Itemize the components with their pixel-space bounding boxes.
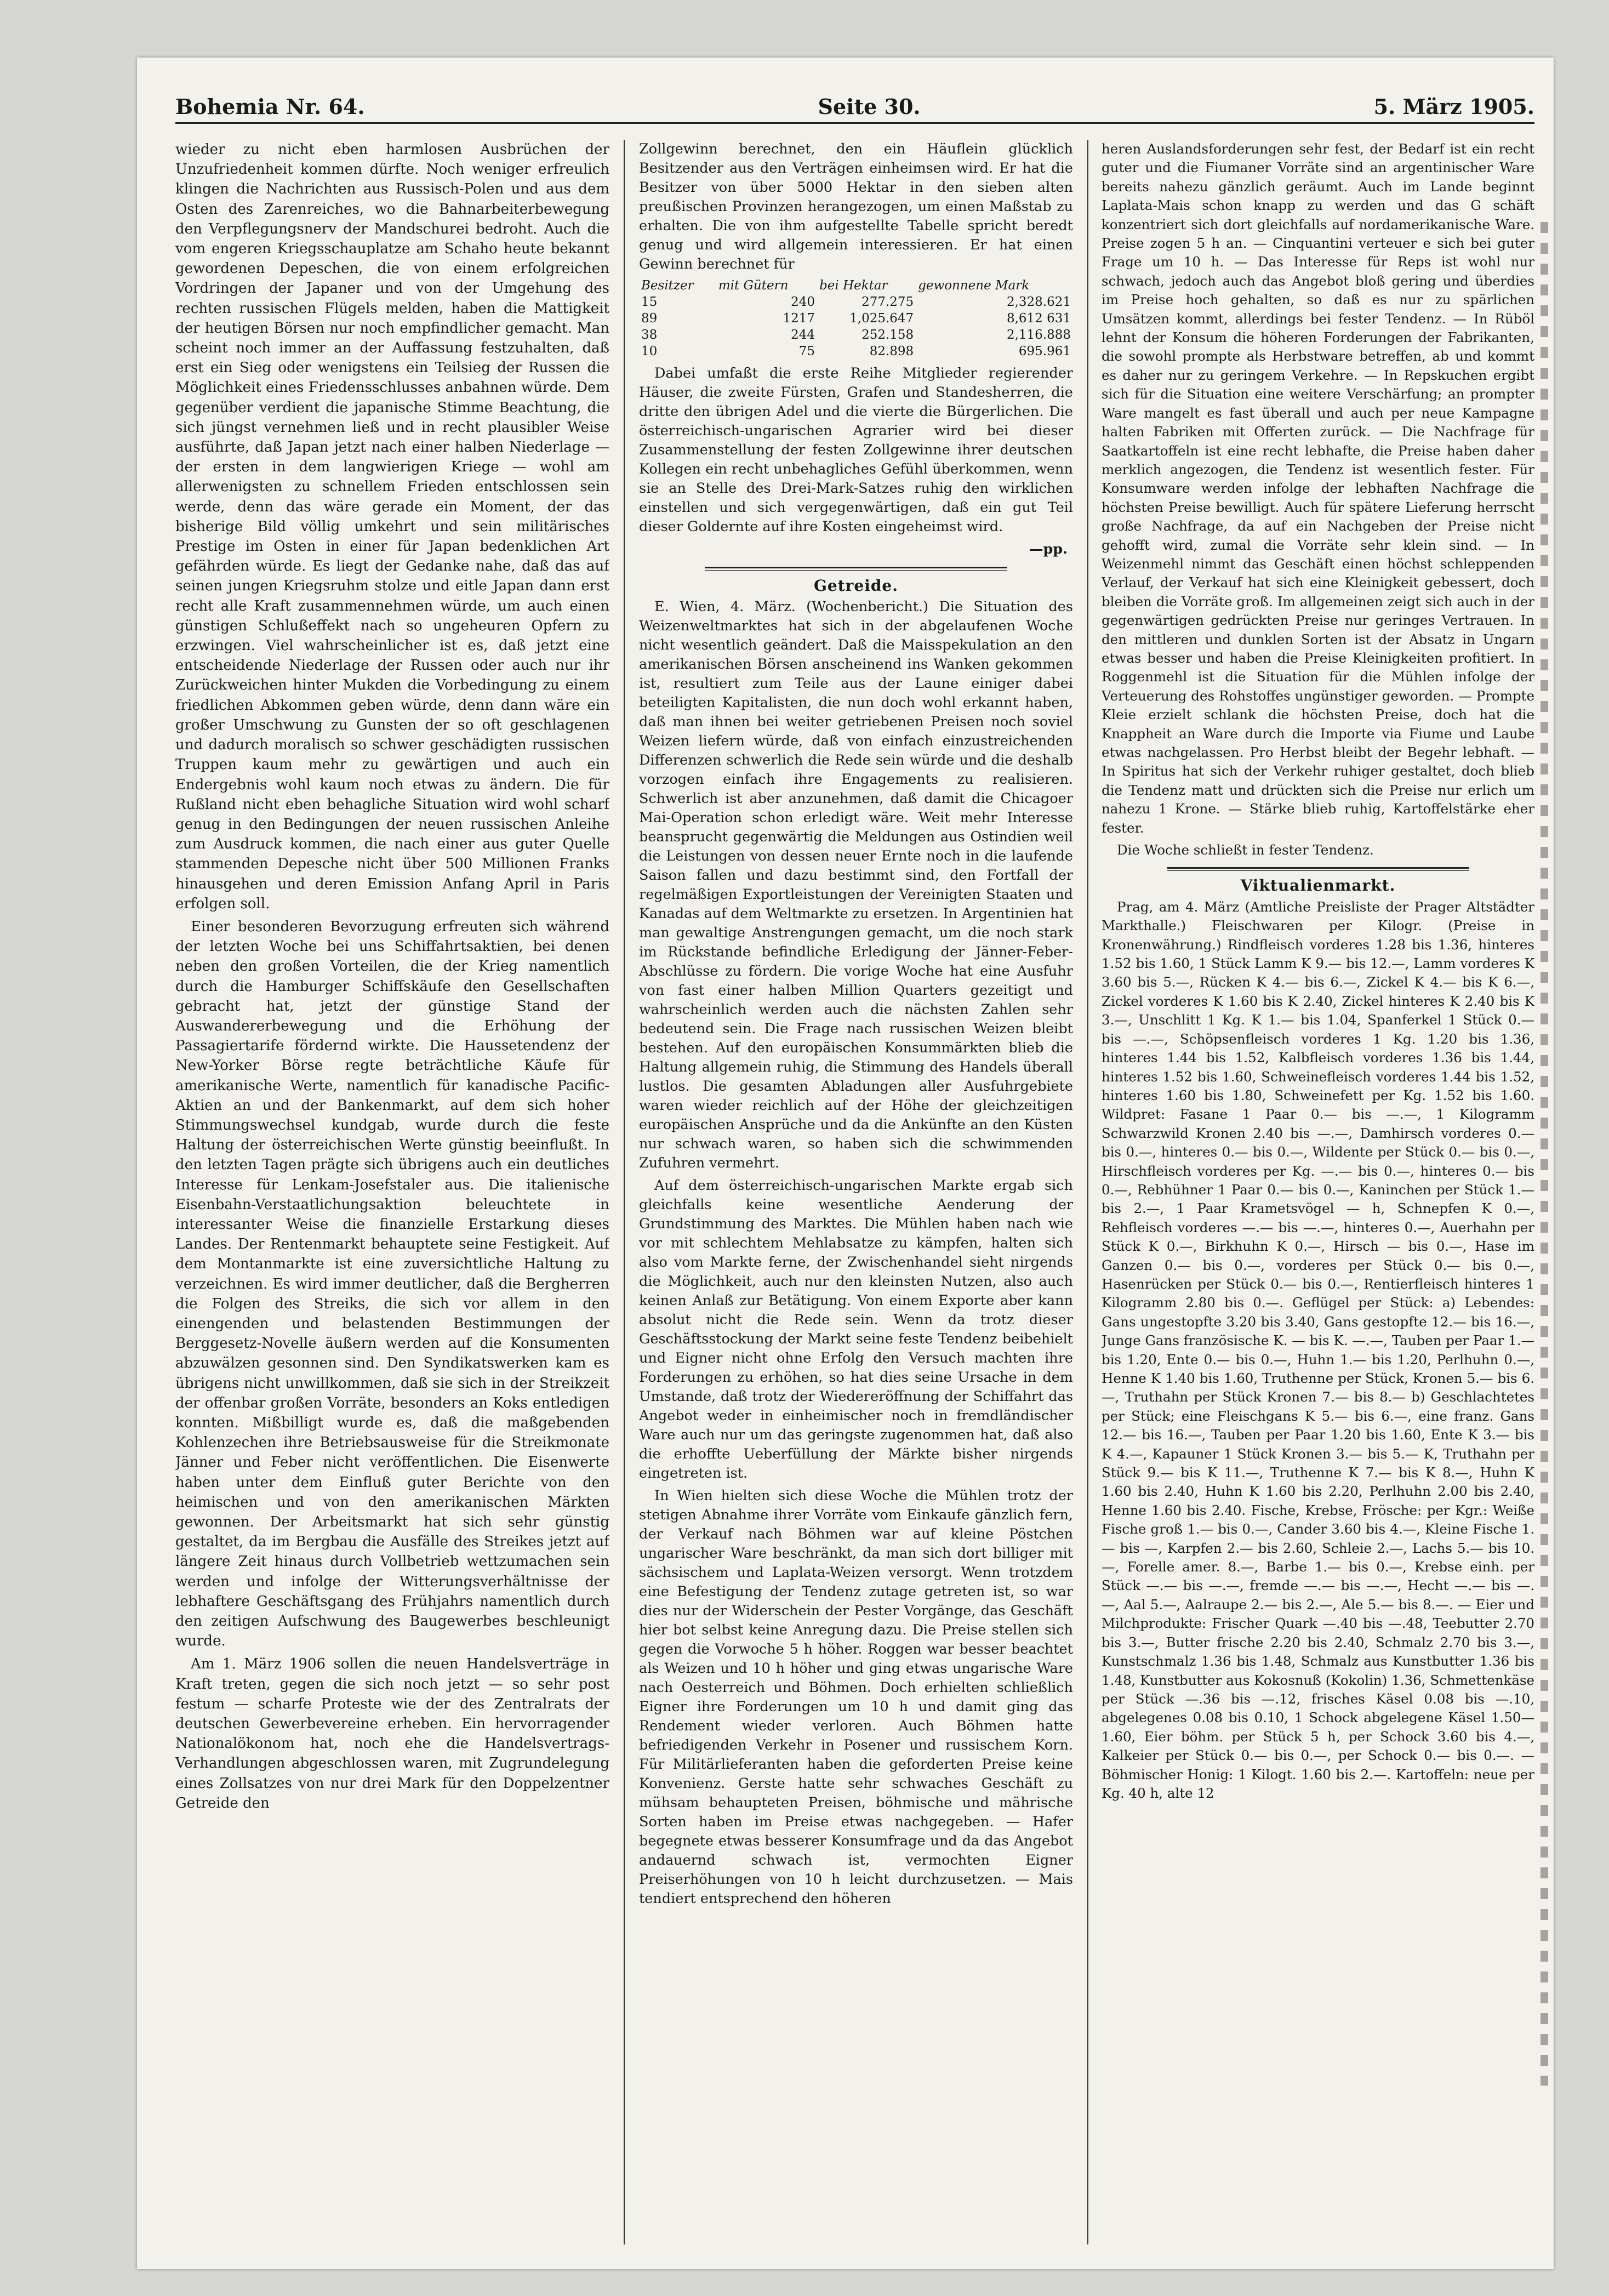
table-cell: 2,116.888 xyxy=(1006,328,1071,342)
zollgewinn-table xyxy=(639,277,1073,360)
table-cell: 82.898 xyxy=(869,344,914,358)
paragraph: Zollgewinn berechnet, den ein Häuflein glücklich Besitzender aus den Verträgen einheimsen wird. Er hat die Besitzer von über 5000 Hektar in den sieben alten preußischen Provinzen herangezogen, um einen Maßstab zu erhalten. Die von ihm aufgestellte Tabelle spricht beredt genug und wird allgemein interessieren. Er hat einen Gewinn berechnet für xyxy=(639,141,1073,272)
table-cell: 2,328.621 xyxy=(1006,295,1071,309)
table-cell: 1,025.647 xyxy=(849,311,914,326)
table-row xyxy=(639,294,1073,310)
column-divider xyxy=(1087,140,1088,2244)
paragraph: Am 1. März 1906 sollen die neuen Handelsverträge in Kraft treten, gegen die sich noch jetzt — so sehr post festum — scharfe Proteste wie der des Zentralrats der deutschen Gewerbevereine erheben. Ein hervorragender Nationalökonom hat, noch ehe die Handelsvertrags-Verhandlungen abgeschlossen waren, mit Zugrundelegung eines Zollsatzes von nur drei Mark für den Doppelzentner Getreide den xyxy=(175,1656,609,1811)
table-row xyxy=(639,310,1073,327)
table-cell: 277.275 xyxy=(861,295,914,309)
table-cell: 75 xyxy=(798,344,815,358)
table-cell: 252.158 xyxy=(861,328,914,342)
column-divider xyxy=(624,140,625,2244)
table-header-cell: Besitzer xyxy=(641,278,694,293)
table-header-row xyxy=(639,277,1073,294)
table-cell: 8,612 631 xyxy=(1006,311,1071,326)
section-title-viktualienmarkt: Viktualienmarkt. xyxy=(1240,876,1396,895)
table-cell: 695.961 xyxy=(1018,344,1071,358)
table-cell: 38 xyxy=(641,328,658,342)
table-cell: 240 xyxy=(791,295,815,309)
page-header xyxy=(175,81,1534,124)
header-page-number: Seite 30. xyxy=(818,94,921,119)
section-title-getreide: Getreide. xyxy=(813,577,898,595)
table-cell: 244 xyxy=(791,328,815,342)
table-row xyxy=(639,343,1073,360)
market-report: Prag, am 4. März (Amtliche Preisliste der Prager Altstädter Markthalle.) Fleischwaren per Kilogr. (Preise in Kronenwährung.) Rindfleisch vorderes 1.28 bis 1.36, hinteres 1.52 bis 1.60, 1 Stück Lamm K 9.— bis 12.—, Lamm vorderes K 3.60 bis 5.—, Rücken K 4.— bis 6.—, Zickel K 4.— bis K 6.—, Zickel vorderes K 1.60 bis K 2.40, Zickel hinteres K 2.40 bis K 3.—, Unschlitt 1 Kg. K 1.— bis 1.04, Spanferkel 1 Stück 0.— bis —.—, Schöpsenfleisch vorderes 1 Kg. 1.20 bis 1.36, hinteres 1.44 bis 1.52, Kalbfleisch vorderes 1.36 bis 1.44, hinteres 1.52 bis 1.60, Schweinefleisch vorderes 1.44 bis 1.52, hinteres 1.60 bis 1.80, Schweinefett per Kg. 1.52 bis 1.60. Wildpret: Fasane 1 Paar 0.— bis —.—, 1 Kilogramm Schwarzwild Kronen 2.40 bis —.—, Damhirsch vorderes 0.— bis 0.—, hinteres 0.— bis 0.—, Wildente per Stück 0.— bis 0.—, Hirschfleisch vorderes per Kg. —.— bis 0.—, hinteres 0.— bis 0.—, Rebhühner 1 Paar 0.— bis 0.—, Kaninchen per Stück 1.— bis 2.—, 1 Paar Krametsvögel — h, Schnepfen K 0.—, Rehfleisch vorderes —.— bis —.—, hinteres 0.—, Auerhahn per Stück K 0.—, Birkhuhn K 0.—, Hirsch — bis 0.—, Hase im Ganzen 0.— bis 0.—, vorderes per Stück 0.— bis 0.—, Hasenrücken per Stück 0.— bis 0.—, Rentierfleisch hinteres 1 Kilogramm 2.80 bis 0.—. Geflügel per Stück: a) Lebendes: Gans ungestopfte 3.20 bis 3.40, Gans gestopfte 12.— bis 16.—, Junge Gans französische K. — bis K. —.—, Tauben per Paar 1.— bis 1.20, Ente 0.— bis 0.—, Huhn 1.— bis 1.20, Perlhuhn 0.—, Henne K 1.40 bis 1.60, Truthenne per Stück, Kronen 5.— bis 6.—, Truthahn per Stück Kronen 7.— bis 8.— b) Geschlachtetes per Stück; eine Fleischgans K 5.— bis 6.—, eine franz. Gans 12.— bis 16.—, Tauben per Paar 1.20 bis 1.60, Ente K 3.— bis K 4.—, Kapauner 1 Stück Kronen 3.— bis 5.— K, Truthahn per Stück 9.— bis K 11.—, Truthenne K 7.— bis K 8.—, Huhn K 1.60 bis 2.40, Huhn K 1.60 bis 2.20, Perlhuhn 2.00 bis 2.40, Henne 1.60 bis 2.40. Fische, Krebse, Frösche: per Kgr.: Weiße Fische groß 1.— bis 0.—, Cander 3.60 bis 4.—, Kleine Fische 1.— bis —, Karpfen 2.— bis 2.60, Schleie 2.—, Lachs 5.— bis 10.—, Forelle amer. 8.—, Barbe 1.— bis 0.—, Krebse einh. per Stück —.— bis —.—, fremde —.— bis —.—, Hecht —.— bis —.—, Aal 5.—, Aalraupe 2.— bis 2.—, Ale 5.— bis 8.—. — Eier und Milchprodukte: Frischer Quark —.40 bis —.48, Teebutter 2.70 bis 3.—, Butter frische 2.20 bis 2.40, Schmalz 2.70 bis 3.—, Kunstschmalz 1.36 bis 1.48, Schmalz aus Kunstbutter 1.36 bis 1.48, Kunstbutter aus Kokosnuß (Kokolin) 1.36, Schmettenkäse per Stück —.36 bis —.12, frisches Käsel 0.08 bis —.10, abgelegenes 0.08 bis 0.10, 1 Schock abgelegene Käsel 1.50—1.60, Eier böhm. per Stück 5 h, per Schock 3.60 bis 4.—, Kalkeier per Stück 0.— bis 0.—, per Schock 0.— bis 0.—. — Böhmischer Honig: 1 Kilogt. 1.60 bis 2.—. Kartoffeln: neue per Kg. 40 h, alte 12 xyxy=(1102,898,1534,1801)
paragraph: Dabei umfaßt die erste Reihe Mitglieder regierender Häuser, die zweite Fürsten, Grafen und Standesherren, die dritte den übrigen Adel und die vierte die Bürgerlichen. Die österreichisch-ungarischen Agrarier wird bei dieser Zusammenstellung der festen Zollgewinne ihrer deutschen Kollegen ein recht unbehagliches Gefühl überkommen, wenn sie an Stelle des Drei-Mark-Satzes ruhig den wirklichen einstellen und sich vergegenwärtigen, daß ein gut Teil dieser Goldernte auf ihre Kosten eingeheimst wird. xyxy=(639,365,1073,535)
paragraph: In Wien hielten sich diese Woche die Mühlen trotz der stetigen Abnahme ihrer Vorräte vom Einkaufe gänzlich fern, der Verkauf nach Böhmen war auf kleine Pöstchen ungarischer Ware beschränkt, da man sich dort billiger mit sächsischem und Laplata-Weizen versorgt. Wenn trotzdem eine Befestigung der Tendenz zutage getreten ist, so war dies nur der Widerschein der Pester Vorgänge, das Geschäft hier bot selbst keine Anregung dazu. Die Preise stellen sich gegen die Vorwoche 5 h höher. Roggen war besser beachtet als Weizen und 10 h höher und ging etwas ungarische Ware nach Oesterreich und Böhmen. Doch erhielten schließlich Eigner ihre Forderungen um 10 h und damit ging das Rendement wieder verloren. Auch Böhmen hatte befriedigenden Verkehr in Posener und russischem Korn. Für Militärlieferanten haben die geforderten Preise keine Konvenienz. Gerste hatte sehr schwaches Geschäft zu mühsam behaupteten Preisen, böhmische und mährische Sorten haben im Preise etwas nachgegeben. — Hafer begegnete etwas besserer Konsumfrage und da das Angebot andauernd schwach ist, vermochten Eigner Preiserhöhungen von 10 h leicht durchzusetzen. — Mais tendiert entsprechend den höheren xyxy=(639,1488,1073,1907)
table-cell: 15 xyxy=(641,295,658,309)
paragraph: Die Woche schließt in fester Tendenz. xyxy=(1117,842,1374,858)
table-cell: 1217 xyxy=(783,311,815,326)
paragraph: wieder zu nicht eben harmlosen Ausbrüchen der Unzufriedenheit kommen dürfte. Noch weniger erfreulich klingen die Nachrichten aus Russisch-Polen und aus dem Osten des Zarenreiches, wo die Bahnarbeiterbewegung den Verpflegungsnerv der Mandschurei bedroht. Auch die vom engeren Kriegsschauplatze am Schaho heute bekannt gewordenen Depeschen, die von einem erfolgreichen Vordringen der Japaner und von der Umgehung des rechten russischen Flügels melden, haben die Mattigkeit der heutigen Börsen nur noch empfindlicher gemacht. Man scheint noch immer an der Auffassung festzuhalten, daß erst ein Sieg oder wenigstens ein Teilsieg der Russen die Möglichkeit eines Friedensschlusses anbahnen würde. Dem gegenüber verdient die japanische Stimme Beachtung, die sich jüngst vernehmen ließ und in recht plausibler Weise ausführte, daß Japan jetzt nach einer halben Niederlage — der ersten in dem langwierigen Kriege — wohl am allerwenigsten zu schnellem Frieden entschlossen sein werde, denn das wäre gerade ein Moment, der das bisherige Bild völlig umkehrt und sein militärisches Prestige im Osten in einer für Japan bedenklichen Art gefährden würde. Es liegt der Gedanke nahe, daß das auf seinen jungen Kriegsruhm stolze und eitle Japan dann erst recht alle Kraft zusammennehmen würde, um auch einen günstigen Schlußeffekt nach so ungeheuren Opfern zu erzwingen. Viel wahrscheinlicher ist es, daß jetzt eine entscheidende Niederlage der Russen oder auch nur ihr Zurückweichen hinter Mukden die Vorbedingung zu einem friedlichen Abkommen geben würde, denn dann wäre ein großer Umschwung zu Gunsten der so oft geschlagenen und dadurch moralisch so schwer geschädigten russischen Truppen kaum mehr zu gewärtigen und auch ein Endergebnis wohl kaum noch etwas zu ändern. Die für Rußland nicht eben behagliche Situation wird wohl scharf genug in den Bedingungen der neuen russischen Anleihe zum Ausdruck kommen, die nach einer aus guter Quelle stammenden Depesche nicht über 500 Millionen Franks hinausgehen und deren Emission Anfang April in Paris erfolgen soll. xyxy=(175,141,609,912)
paragraph: E. Wien, 4. März. (Wochenbericht.) Die Situation des Weizenweltmarktes hat sich in der abgelaufenen Woche nicht wesentlich geändert. Daß die Maisspekulation an den amerikanischen Börsen anscheinend ins Wanken gekommen ist, resultiert zum Teile aus der Laune einiger dabei beteiligten Kapitalisten, die nun doch wohl erkannt haben, daß man ihnen bei weiter getriebenen Preisen noch soviel Weizen liefern würde, daß von einfach einzustreichenden Differenzen schwerlich die Rede sein würde und die deshalb vorzogen einfach ihre Engagements zu realisieren. Schwerlich ist aber anzunehmen, daß damit die Chicagoer Mai-Operation schon erledigt wäre. Weit mehr Interesse beansprucht gegenwärtig die Meldungen aus Ostindien weil die Leistungen von dessen neuer Ernte noch in die laufende Saison fallen und dazu bestimmt sind, den Fortfall der regelmäßigen Exportleistungen der Vereinigten Staaten und Kanadas auf dem Weltmarkte zu ersetzen. In Argentinien hat man gewaltige Anstrengungen gemacht, um die noch stark im Rückstande befindliche Erledigung der Jänner-Feber-Abschlüsse zu fördern. Die vorige Woche hat eine Ausfuhr von fast einer halben Million Quarters gezeitigt und wahrscheinlich werden auch die nächsten Zahlen sehr bedeutend sein. Die Frage nach russischen Weizen bleibt bestehen. Auf den europäischen Konsummärkten blieb die Haltung allgemein ruhig, die Stimmung des Handels überall lustlos. Die gesamten Abladungen aller Ausfuhrgebiete waren wieder reichlich auf der Höhe der gleichzeitigen europäischen Ansprüche und da die Ankünfte an den Küsten nur schwach waren, so haben sich die schwimmenden Zufuhren vermehrt. xyxy=(639,599,1073,1171)
table-row xyxy=(639,327,1073,343)
header-publication: Bohemia Nr. 64. xyxy=(175,94,365,119)
header-date: 5. März 1905. xyxy=(1373,94,1534,119)
table-cell: 89 xyxy=(641,311,658,326)
paragraph: Auf dem österreichisch-ungarischen Markte ergab sich gleichfalls keine wesentliche Aenderung der Grundstimmung des Marktes. Die Mühlen haben nach wie vor mit schlechtem Mehlabsatze zu kämpfen, halten sich also vom Markte ferne, der Zwischenhandel sieht nirgends die Möglichkeit, auch nur den kleinsten Nutzen, also auch keinen Anlaß zur Betätigung. Von einem Exporte aber kann absolut nicht die Rede sein. Wenn da trotz dieser Geschäftsstockung der Markt seine feste Tendenz beibehielt und Eigner nicht ohne Erfolg den Versuch machten ihre Forderungen zu erhöhen, so hat dies seine Ursache in dem Umstande, daß trotz der Wiedereröffnung der Schiffahrt das Angebot weder in einheimischer noch in fremdländischer Ware auch nur um das geringste zugenommen hat, daß also die erhoffte Ueberfüllung der Märkte bisher nirgends eingetreten ist. xyxy=(639,1177,1073,1482)
table-header-cell: gewonnene Mark xyxy=(918,278,1030,293)
author-signature: —pp. xyxy=(1029,541,1068,557)
newspaper-page xyxy=(137,58,1554,2269)
paragraph: heren Auslandsforderungen sehr fest, der Bedarf ist ein recht guter und die Fiumaner Vorräte sind an argentinischer Ware bereits nahezu gänzlich geräumt. Auch im Lande beginnt Laplata-Mais schon knapp zu werden und das G schäft konzentriert sich dort gleichfalls auf nordamerikanische Ware. Preise zogen 5 h an. — Cinquantini verteuer e sich bei guter Frage um 10 h. — Das Interesse für Reps ist wohl nur schwach, jedoch auch das Angebot bloß gering und überdies im Preise hoch gehalten, so daß es nur zu spärlichen Umsätzen kommt, allerdings bei fester Tendenz. — In Rüböl lehnt der Konsum die höheren Forderungen der Fabrikanten, die sowohl prompte als Herbstware betreffen, ab und kommt es daher nur zu geringem Verkehre. — In Repskuchen ergibt sich für die Situation eine weitere Verschärfung; an prompter Ware mangelt es fast überall und auch per neue Kampagne halten Fabriken mit Offerten zurück. — Die Nachfrage für Saatkartoffeln ist eine recht lebhafte, die Preise haben daher merklich angezogen, die Tendenz ist wesentlich fester. Für Konsumware werden infolge der lebhaften Nachfrage die höchsten Preise bewilligt. Auch für spätere Lieferung herrscht große Nachfrage, da auf ein Nachgeben der Preise nicht gehofft wird, zumal die Vorräte sehr klein sind. — In Weizenmehl nimmt das Geschäft einen höchst schleppenden Verlauf, der Verkauf hat sich eine Kleinigkeit gebessert, doch bleiben die Vorräte groß. Im allgemeinen zeigt sich auch in der gegenwärtigen gedrückten Preise nur geringes Vertrauen. In den mittleren und dunklen Sorten ist der Absatz in Ungarn etwas besser und haben die Preise Kleinigkeiten profitiert. In Roggenmehl ist die Situation für die Mühlen infolge der Verteuerung des Rohstoffes ungünstiger geworden. — Prompte Kleie erzielt schlank die höchsten Preise, doch hat die Knappheit an Ware durch die Importe via Fiume und Laube etwas nachgelassen. Pro Herbst bleibt der Begehr lebhaft. — In Spiritus hat sich der Verkehr ruhiger gestaltet, doch blieb die Tendenz matt und drückten sich die Preise nur erlich um nahezu 1 Krone. — Stärke blieb ruhig, Kartoffelstärke eher fester. xyxy=(1102,141,1534,836)
table-cell: 10 xyxy=(641,344,658,358)
column-1 xyxy=(175,140,609,2244)
table-header-cell: bei Hektar xyxy=(819,278,888,293)
column-3 xyxy=(1102,140,1534,2244)
columns-container xyxy=(175,140,1534,2244)
page-edge-mark xyxy=(1540,222,1548,2086)
section-separator xyxy=(1167,867,1469,871)
section-separator xyxy=(705,567,1007,571)
paragraph: Einer besonderen Bevorzugung erfreuten sich während der letzten Woche bei uns Schiffahrtsaktien, bei denen neben den großen Vorteilen, die der Krieg namentlich durch die Hamburger Schiffskäufe den Gesellschaften gebracht hat, jetzt der günstige Stand der Auswandererbewegung und die Erhöhung der Passagiertarife fördernd wirkte. Die Haussetendenz der New-Yorker Börse regte beträchtliche Käufe für amerikanische Werte, namentlich für kanadische Pacific-Aktien an und der Bankenmarkt, auf dem sich hoher Stimmungswechsel kundgab, wurde durch die feste Haltung der österreichischen Werte günstig beeinflußt. In den letzten Tagen prägte sich übrigens auch ein deutliches Interesse für Lenkam-Josefstaler aus. Die italienische Eisenbahn-Verstaatlichungsaktion beleuchtete in interessanter Weise die finanzielle Erstarkung dieses Landes. Der Rentenmarkt behauptete seine Festigkeit. Auf dem Montanmarkte ist eine zuversichtliche Haltung zu verzeichnen. Es wird immer deutlicher, daß die Bergherren die Folgen des Streiks, die sich vor allem in den einengenden und belastenden Bestimmungen der Berggesetz-Novelle äußern werden auf die Konsumenten abzuwälzen gesonnen sind. Den Syndikatswerken kam es übrigens nicht unwillkommen, daß sie sich in der Streikzeit der offenbar großen Vorräte, besonders an Koks entledigen konnten. Mißbilligt wurde es, daß die maßgebenden Kohlenzechen ihre Betriebsausweise für die Streikmonate Jänner und Feber nicht veröffentlichen. Die Eisenwerte haben unter dem Einfluß guter Berichte von den heimischen und von den amerikanischen Märkten gewonnen. Der Arbeitsmarkt hat sich sehr günstig gestaltet, da im Bergbau die Ausfälle des Streikes jetzt auf längere Zeit hinaus durch Vollbetrieb wettzumachen sein werden und infolge der Witterungsverhältnisse der lebhaftere Geschäftsgang des Frühjahrs namentlich durch den zeitigen Aufschwung des Baugewerbes beschleunigt wurde. xyxy=(175,918,609,1650)
column-2 xyxy=(639,140,1073,2244)
table-header-cell: mit Gütern xyxy=(718,278,789,293)
